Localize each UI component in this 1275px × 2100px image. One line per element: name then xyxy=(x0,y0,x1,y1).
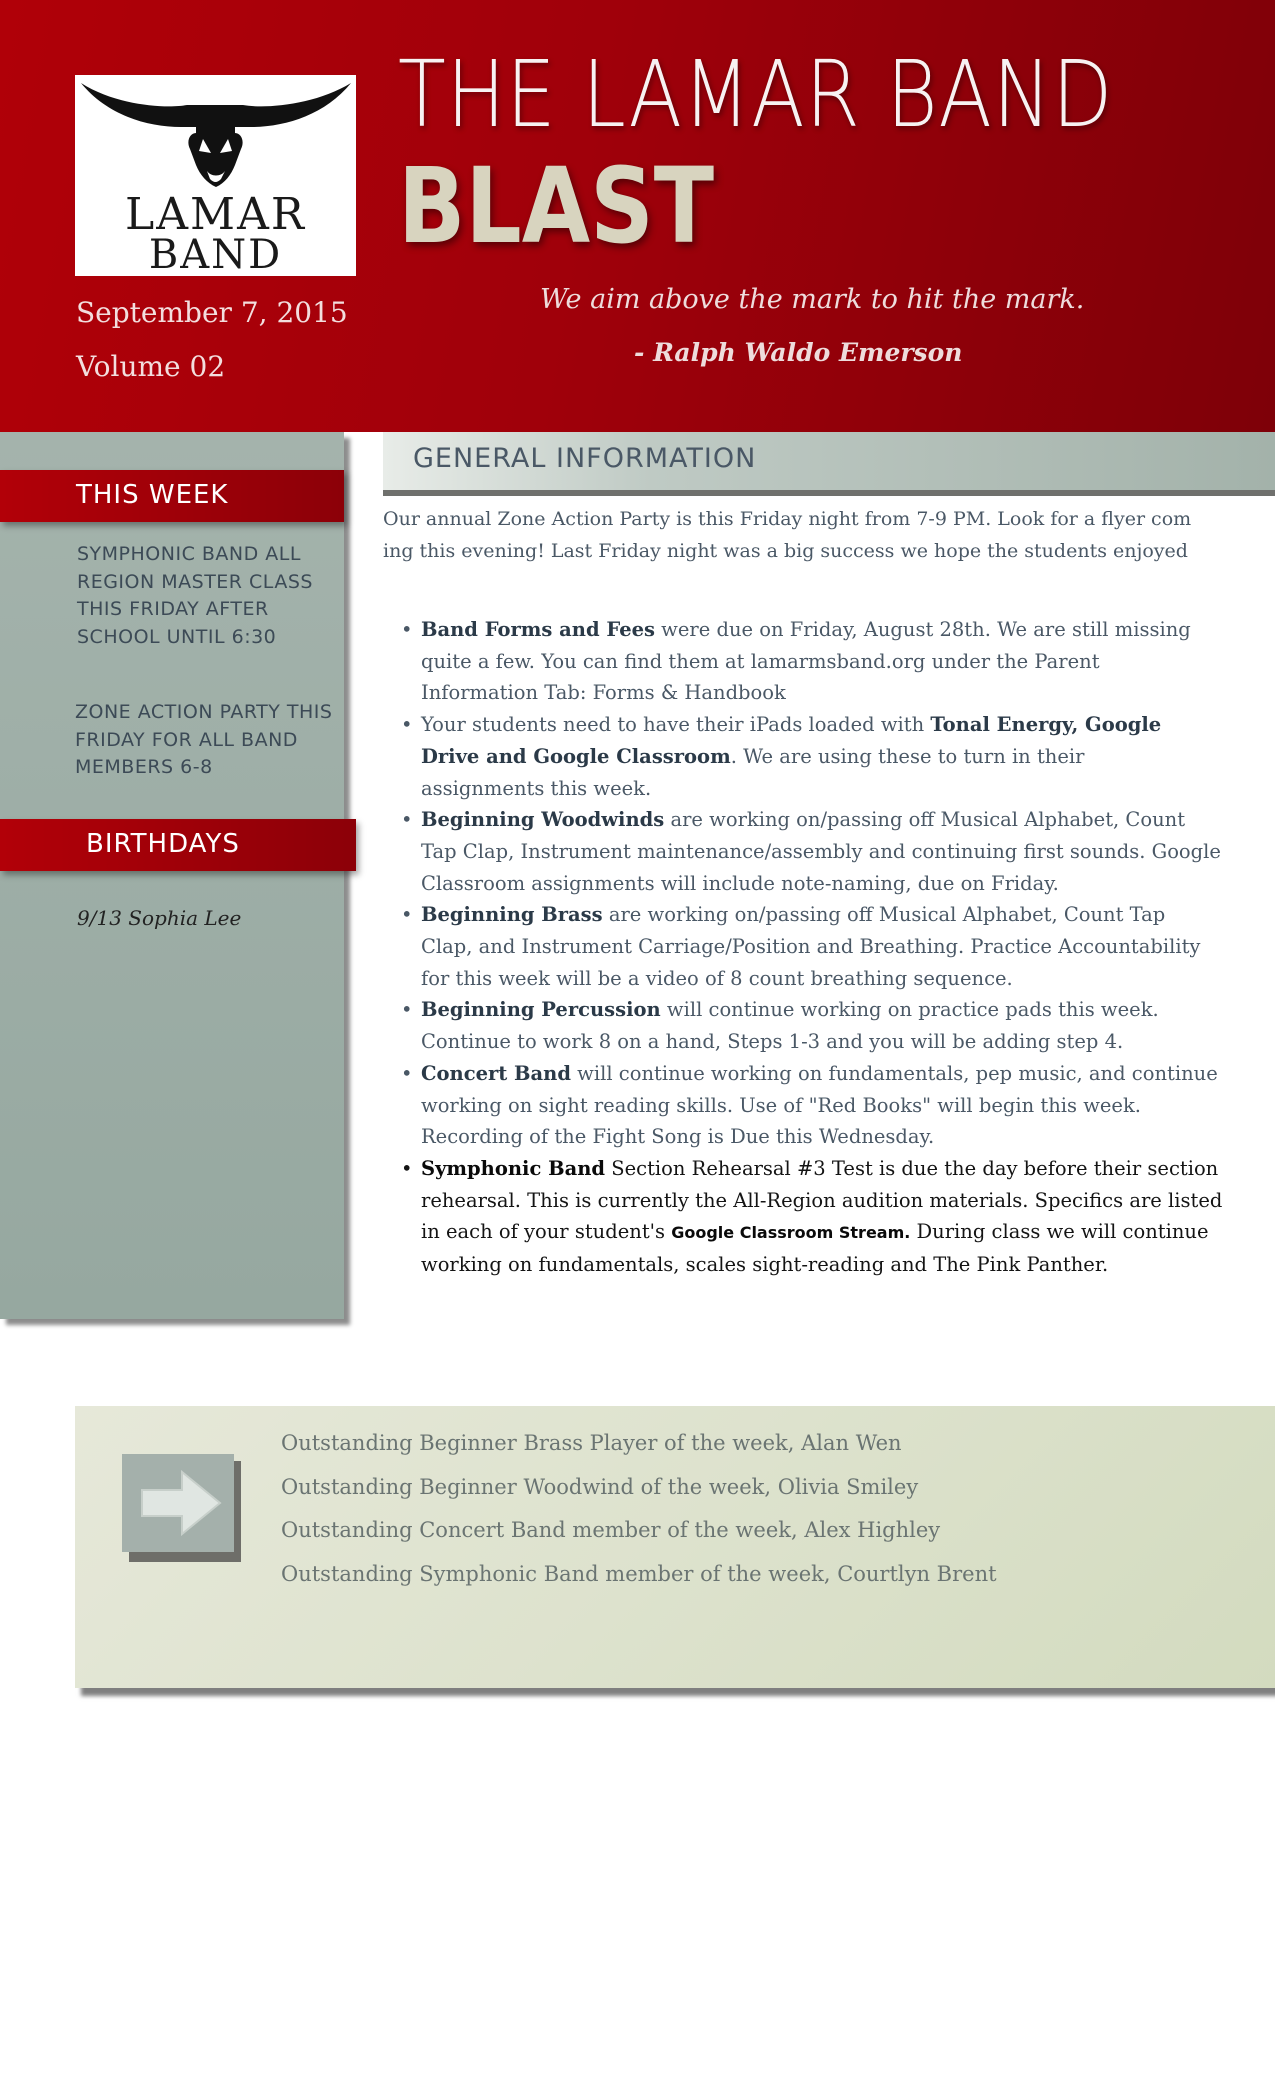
bullet-icon: • xyxy=(401,1156,413,1180)
item-heading: Beginning Brass xyxy=(421,903,603,927)
list-item: • Beginning Brass are working on/passing off Musical Alphabet, Count Tap Clap, and Instrument Carriage/Position and Breathing. Practice Accountability for this week will be a video of 8 count breathing sequence. xyxy=(385,899,1185,994)
general-information-heading-label: GENERAL INFORMATION xyxy=(413,443,757,474)
birthdays-heading-label: BIRTHDAYS xyxy=(86,829,240,859)
birthdays-heading xyxy=(0,819,356,871)
lamar-band-logo xyxy=(75,75,356,276)
intro-paragraph xyxy=(383,503,1192,567)
item-heading: Concert Band xyxy=(421,1061,571,1085)
masthead-subtitle: BLAST xyxy=(398,145,715,267)
google-classroom-stream-label: Google Classroom Stream. xyxy=(671,1223,911,1243)
issue-volume: Volume 02 xyxy=(76,350,226,383)
list-item: • Beginning Woodwinds are working on/passing off Musical Alphabet, Count Tap Clap, Instrument maintenance/assembly and continuing first sounds. Google Classroom assignments will include note-naming, due on Friday. xyxy=(385,804,1185,899)
list-item: Outstanding Beginner Brass Player of the week, Alan Wen xyxy=(281,1431,902,1455)
birthday-entry: 9/13 Sophia Lee xyxy=(77,906,242,930)
bullet-icon: • xyxy=(401,998,413,1022)
header-banner xyxy=(0,0,1275,432)
arrow-right-icon xyxy=(122,1454,234,1552)
intro-line: ing this evening! Last Friday night was a big success we hope the students enjoyed xyxy=(383,540,1188,562)
outstanding-list xyxy=(281,1422,997,1596)
general-information-heading xyxy=(383,432,1275,496)
list-item: Outstanding Beginner Woodwind of the week, Olivia Smiley xyxy=(281,1474,919,1499)
list-item: Outstanding Symphonic Band member of the week, Courtlyn Brent xyxy=(281,1561,997,1586)
intro-line: Our annual Zone Action Party is this Friday night from 7-9 PM. Look for a flyer com xyxy=(383,508,1192,530)
bullet-icon: • xyxy=(401,618,413,641)
masthead-title: THE LAMAR BAND xyxy=(398,41,1114,148)
info-bullet-list xyxy=(385,614,1223,1281)
this-week-heading-label: THIS WEEK xyxy=(76,480,229,510)
item-heading: Drive and Google Classroom xyxy=(421,744,731,768)
this-week-heading xyxy=(0,470,344,522)
item-heading: Symphonic Band xyxy=(421,1156,606,1180)
list-item: • Beginning Percussion will continue working on practice pads this week. Continue to work 8 on a hand, Steps 1-3 and you will be adding step 4. xyxy=(385,994,1185,1057)
list-item: • Concert Band will continue working on fundamentals, pep music, and continue working on sight reading skills. Use of "Red Books" will begin this week. Recording of the Fight Song is Due this Wednesday. xyxy=(385,1058,1185,1153)
quote-author: - Ralph Waldo Emerson xyxy=(634,338,963,367)
bullet-icon: • xyxy=(401,903,413,927)
item-heading: Tonal Energy, Google xyxy=(930,713,1162,737)
item-heading: Beginning Woodwinds xyxy=(421,808,665,832)
symphonic-master-class-note: SYMPHONIC BAND ALL REGION MASTER CLASS THIS FRIDAY AFTER SCHOOL UNTIL 6:30 xyxy=(77,543,313,648)
list-item: • Band Forms and Fees were due on Friday, August 28th. We are still missing quite a few. You can find them at lamarmsband.org under the Parent Information Tab: Forms & Handbook xyxy=(385,614,1185,709)
list-item: • Symphonic Band Section Rehearsal #3 Test is due the day before their section rehearsal. This is currently the All-Region audition materials. Specifics are listed in each of your student's Google Classroom Stream. During class we will continue working on fundamentals, scales sight-reading and The Pink Panther. xyxy=(385,1153,1185,1281)
bullet-icon: • xyxy=(401,713,413,737)
issue-date: September 7, 2015 xyxy=(76,296,348,329)
logo-text-band: BAND xyxy=(148,232,283,278)
zone-action-party-note: ZONE ACTION PARTY THIS FRIDAY FOR ALL BAND MEMBERS 6-8 xyxy=(75,701,333,778)
quote-text: We aim above the mark to hit the mark. xyxy=(540,284,1085,315)
item-heading: Beginning Percussion xyxy=(421,998,661,1022)
list-item: • Your students need to have their iPads loaded with Tonal Energy, Google Drive and Google Classroom. We are using these to turn in their assignments this week. xyxy=(385,709,1185,804)
list-item: Outstanding Concert Band member of the week, Alex Highley xyxy=(281,1518,941,1542)
bullet-icon: • xyxy=(401,808,413,832)
item-heading: Band Forms and Fees xyxy=(421,618,655,641)
logo-text-lamar: LAMAR xyxy=(125,189,306,240)
bullet-icon: • xyxy=(401,1061,413,1085)
